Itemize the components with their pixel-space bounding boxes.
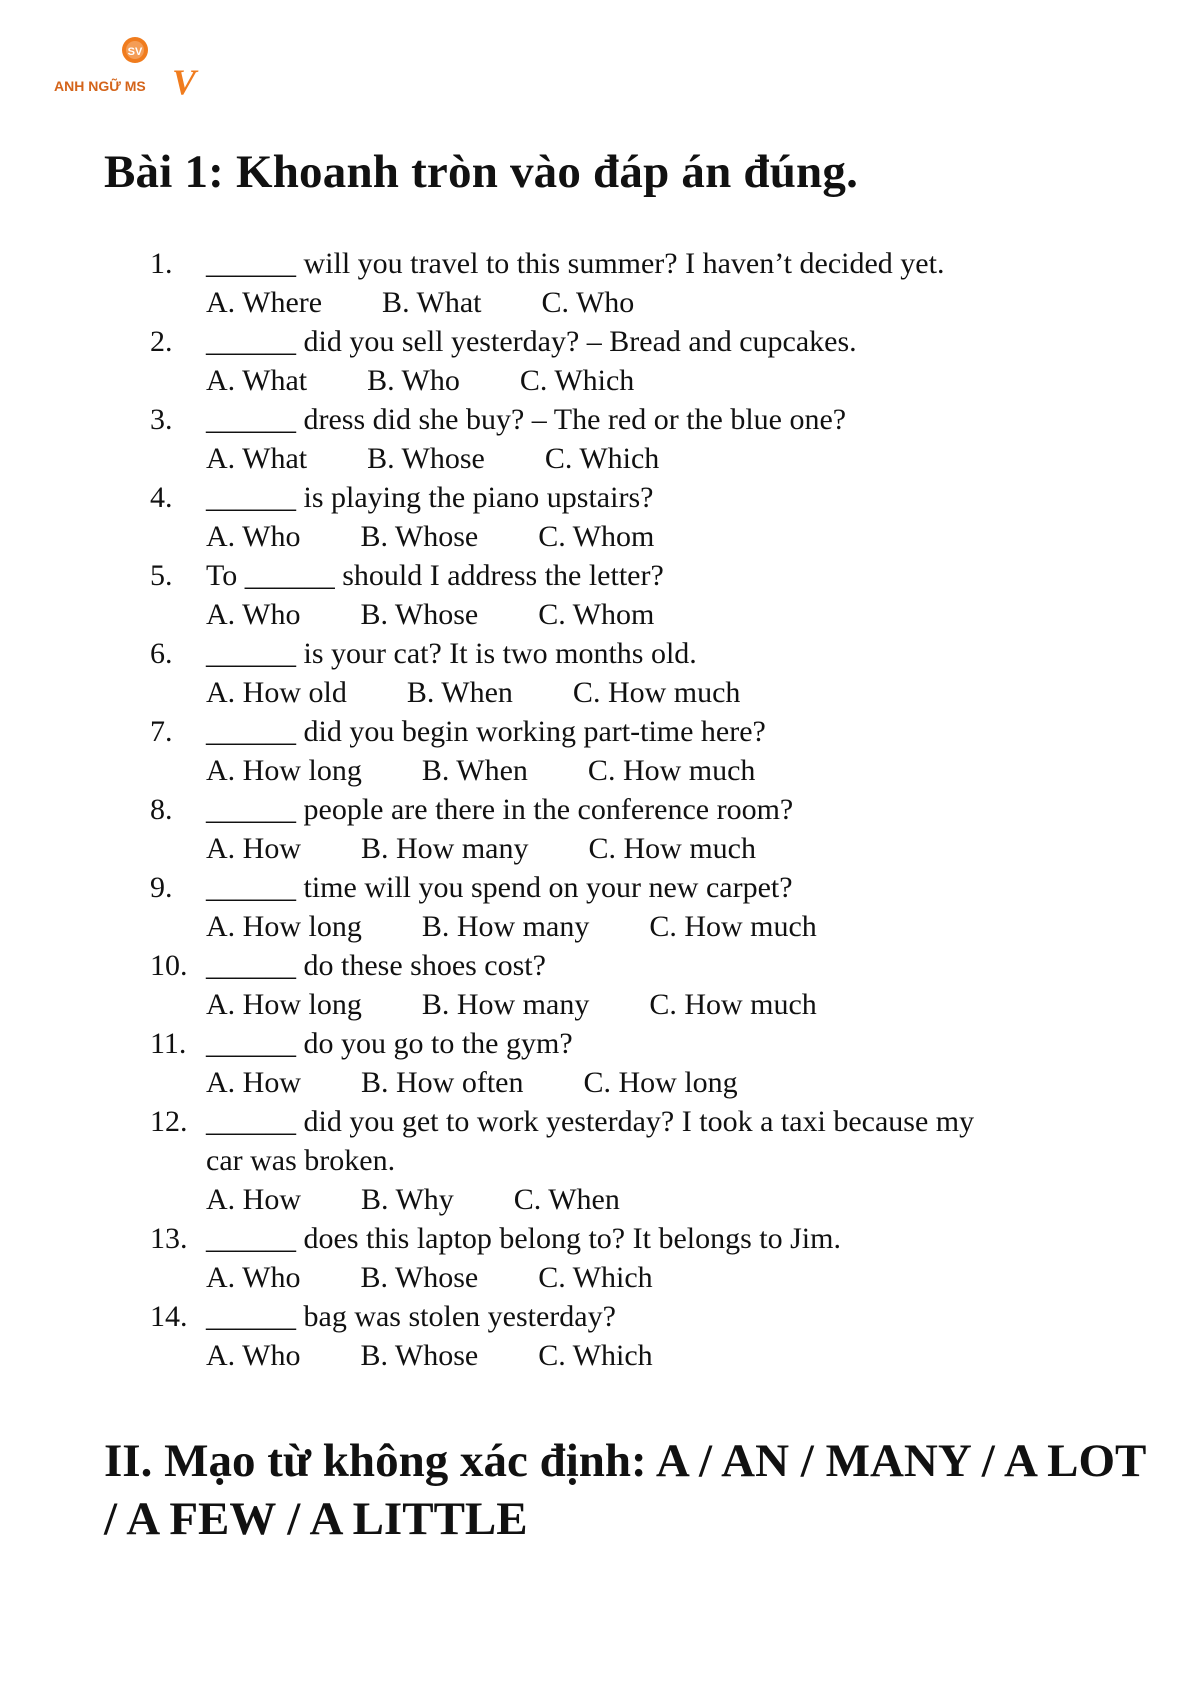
question-number: 7. <box>150 715 173 748</box>
question-text: ______ is playing the piano upstairs? <box>206 481 654 514</box>
question-text: ______ do these shoes cost? <box>206 949 546 982</box>
question-line <box>150 946 1150 985</box>
question-text: ______ did you get to work yesterday? I took a taxi because my <box>206 1105 975 1138</box>
question-line <box>150 244 1150 283</box>
question-item <box>150 1102 1150 1219</box>
answer-options-row <box>150 907 1150 946</box>
answer-options-row <box>150 1063 1150 1102</box>
question-item <box>150 946 1150 1024</box>
question-number: 3. <box>150 403 173 436</box>
question-text: ______ is your cat? It is two months old. <box>206 637 697 670</box>
question-text: car was broken. <box>206 1144 396 1177</box>
question-text: ______ people are there in the conference room? <box>206 793 794 826</box>
logo-text: ANH NGỮ MS <box>54 78 146 94</box>
question-number: 9. <box>150 871 173 904</box>
answer-options: A. How long B. How many C. How much <box>206 910 817 943</box>
question-item <box>150 790 1150 868</box>
question-list <box>150 244 1150 1375</box>
question-line <box>150 1141 1150 1180</box>
answer-options: A. How B. How often C. How long <box>206 1066 738 1099</box>
question-number: 5. <box>150 559 173 592</box>
answer-options-row <box>150 283 1150 322</box>
answer-options-row <box>150 1180 1150 1219</box>
question-item <box>150 400 1150 478</box>
question-line <box>150 634 1150 673</box>
question-number: 6. <box>150 637 173 670</box>
answer-options: A. How B. How many C. How much <box>206 832 756 865</box>
question-number: 12. <box>150 1105 188 1138</box>
question-line <box>150 322 1150 361</box>
question-number: 10. <box>150 949 188 982</box>
logo-mark: V <box>172 62 197 102</box>
question-number: 1. <box>150 247 173 280</box>
question-number: 2. <box>150 325 173 358</box>
answer-options: A. Who B. Whose C. Whom <box>206 520 655 553</box>
answer-options-row <box>150 517 1150 556</box>
question-line <box>150 868 1150 907</box>
answer-options-row <box>150 673 1150 712</box>
logo-badge-text: SV <box>127 46 143 58</box>
question-text: ______ does this laptop belong to? It belongs to Jim. <box>206 1222 841 1255</box>
exercise-heading: Bài 1: Khoanh tròn vào đáp án đúng. <box>104 146 859 198</box>
question-text: ______ bag was stolen yesterday? <box>206 1300 616 1333</box>
question-text: ______ did you sell yesterday? – Bread and cupcakes. <box>206 325 857 358</box>
question-line <box>150 790 1150 829</box>
answer-options: A. Who B. Whose C. Whom <box>206 598 655 631</box>
brand-logo <box>50 34 220 104</box>
question-number: 11. <box>150 1027 187 1060</box>
question-line <box>150 556 1150 595</box>
question-line <box>150 1219 1150 1258</box>
answer-options: A. How long B. How many C. How much <box>206 988 817 1021</box>
question-number: 13. <box>150 1222 188 1255</box>
question-text: ______ time will you spend on your new carpet? <box>206 871 793 904</box>
question-item <box>150 1219 1150 1297</box>
question-text: ______ did you begin working part-time here? <box>206 715 766 748</box>
answer-options: A. How long B. When C. How much <box>206 754 756 787</box>
question-item <box>150 1024 1150 1102</box>
answer-options-row <box>150 985 1150 1024</box>
question-item <box>150 322 1150 400</box>
answer-options-row <box>150 361 1150 400</box>
question-line <box>150 400 1150 439</box>
answer-options: A. How B. Why C. When <box>206 1183 620 1216</box>
answer-options-row <box>150 439 1150 478</box>
answer-options: A. What B. Who C. Which <box>206 364 635 397</box>
question-line <box>150 1102 1150 1141</box>
question-item <box>150 244 1150 322</box>
question-item <box>150 478 1150 556</box>
answer-options-row <box>150 751 1150 790</box>
answer-options-row <box>150 1258 1150 1297</box>
question-line <box>150 1297 1150 1336</box>
question-line <box>150 478 1150 517</box>
answer-options: A. What B. Whose C. Which <box>206 442 660 475</box>
question-item <box>150 634 1150 712</box>
question-text: ______ dress did she buy? – The red or the blue one? <box>206 403 847 436</box>
question-number: 4. <box>150 481 173 514</box>
section-heading: II. Mạo từ không xác định: A / AN / MANY / A LOT / A FEW / A LITTLE <box>104 1435 1146 1545</box>
question-number: 14. <box>150 1300 188 1333</box>
question-item <box>150 556 1150 634</box>
question-number: 8. <box>150 793 173 826</box>
question-item <box>150 712 1150 790</box>
question-line <box>150 1024 1150 1063</box>
question-item <box>150 868 1150 946</box>
answer-options-row <box>150 829 1150 868</box>
answer-options: A. How old B. When C. How much <box>206 676 741 709</box>
question-text: ______ do you go to the gym? <box>206 1027 573 1060</box>
answer-options: A. Who B. Whose C. Which <box>206 1261 653 1294</box>
answer-options: A. Who B. Whose C. Which <box>206 1339 653 1372</box>
answer-options-row <box>150 595 1150 634</box>
question-text: ______ will you travel to this summer? I haven’t decided yet. <box>206 247 945 280</box>
answer-options: A. Where B. What C. Who <box>206 286 635 319</box>
question-line <box>150 712 1150 751</box>
answer-options-row <box>150 1336 1150 1375</box>
question-item <box>150 1297 1150 1375</box>
question-text: To ______ should I address the letter? <box>206 559 664 592</box>
